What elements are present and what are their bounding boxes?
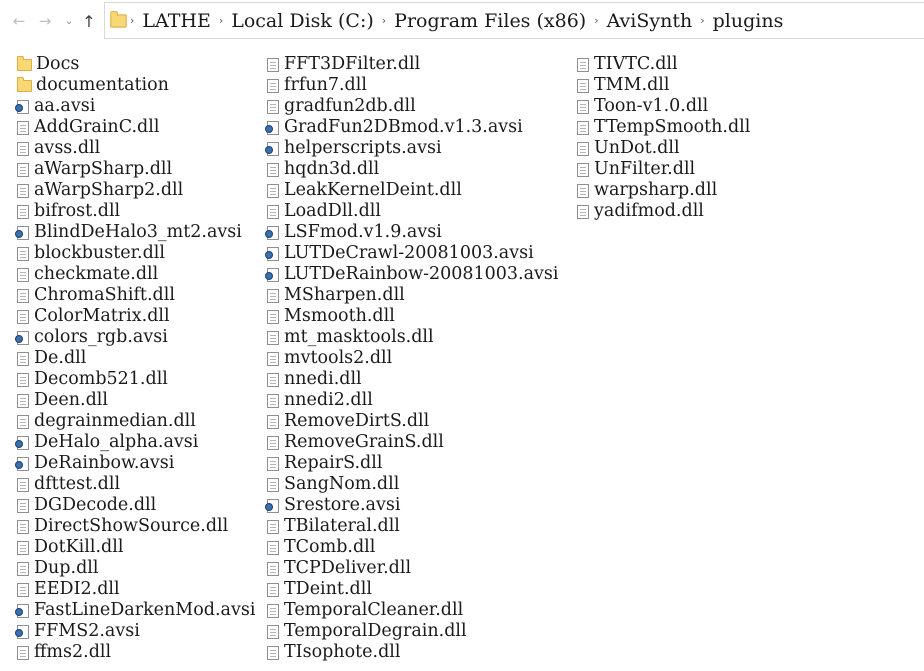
file-name: mt_masktools.dll — [284, 327, 434, 347]
dll-file-icon — [267, 289, 279, 303]
dll-file-icon — [17, 373, 29, 387]
file-name: TemporalCleaner.dll — [284, 600, 464, 620]
file-name: TMM.dll — [594, 75, 670, 95]
file-item[interactable] — [267, 159, 559, 180]
file-name: DGDecode.dll — [34, 495, 157, 515]
file-item[interactable] — [577, 159, 750, 180]
file-name: bifrost.dll — [34, 201, 121, 221]
breadcrumb-separator-icon[interactable]: › — [594, 14, 599, 27]
chevron-down-icon: ⌄ — [64, 15, 74, 27]
file-item[interactable] — [267, 495, 559, 516]
file-item[interactable] — [17, 138, 255, 159]
file-name: yadifmod.dll — [594, 201, 704, 221]
file-item[interactable] — [17, 579, 255, 600]
breadcrumb-separator-icon[interactable]: › — [381, 14, 387, 27]
breadcrumb[interactable] — [104, 2, 924, 39]
file-list — [0, 54, 924, 671]
file-item[interactable] — [267, 243, 559, 264]
file-item[interactable] — [267, 621, 559, 642]
file-item[interactable] — [577, 201, 750, 222]
file-name: FFMS2.avsi — [34, 621, 140, 641]
file-item[interactable] — [267, 411, 559, 432]
breadcrumb-plugins[interactable]: plugins — [712, 9, 784, 32]
file-name: DeRainbow.avsi — [34, 453, 175, 473]
file-item[interactable] — [17, 600, 255, 621]
folder-icon — [17, 59, 32, 71]
recent-locations-button[interactable] — [58, 8, 80, 34]
dll-file-icon — [17, 415, 29, 429]
file-item[interactable] — [17, 516, 255, 537]
file-name: LUTDeCrawl-20081003.avsi — [284, 243, 534, 263]
up-button[interactable] — [78, 8, 100, 34]
file-item[interactable] — [267, 180, 559, 201]
file-name: SangNom.dll — [284, 474, 400, 494]
file-name: LoadDll.dll — [284, 201, 381, 221]
dll-file-icon — [267, 520, 279, 534]
dll-file-icon — [267, 625, 279, 639]
dll-file-icon — [267, 373, 279, 387]
file-item[interactable] — [17, 306, 255, 327]
dll-file-icon — [17, 289, 29, 303]
file-item[interactable] — [267, 306, 559, 327]
dll-file-icon — [267, 79, 279, 93]
file-item[interactable] — [17, 432, 255, 453]
file-item[interactable] — [267, 432, 559, 453]
file-item[interactable] — [267, 537, 559, 558]
file-item[interactable] — [577, 96, 750, 117]
breadcrumb-separator-icon[interactable]: › — [130, 14, 135, 27]
file-item[interactable] — [267, 96, 559, 117]
file-name: LUTDeRainbow-20081003.avsi — [284, 264, 559, 284]
file-item[interactable] — [267, 516, 559, 537]
file-name: ffms2.dll — [34, 642, 112, 662]
folder-icon — [110, 14, 127, 27]
dll-file-icon — [267, 478, 279, 492]
file-column-2 — [267, 54, 559, 663]
dll-file-icon — [267, 436, 279, 450]
breadcrumb-avisynth[interactable]: AviSynth — [606, 9, 693, 32]
avisynth-script-icon — [17, 436, 29, 450]
file-item[interactable] — [17, 96, 255, 117]
file-name: TemporalDegrain.dll — [284, 621, 467, 641]
file-name: AddGrainC.dll — [34, 117, 160, 137]
dll-file-icon — [17, 247, 29, 261]
dll-file-icon — [17, 520, 29, 534]
file-item[interactable] — [17, 285, 255, 306]
file-name: Srestore.avsi — [284, 495, 401, 515]
dll-file-icon — [267, 646, 279, 660]
file-item[interactable] — [577, 138, 750, 159]
avisynth-script-icon — [17, 226, 29, 240]
file-item[interactable] — [267, 285, 559, 306]
breadcrumb-program-files[interactable]: Program Files (x86) — [394, 9, 587, 32]
file-item[interactable] — [267, 117, 559, 138]
file-name: DotKill.dll — [34, 537, 124, 557]
dll-file-icon — [267, 163, 279, 177]
file-item[interactable] — [267, 390, 559, 411]
dll-file-icon — [267, 394, 279, 408]
dll-file-icon — [577, 163, 589, 177]
file-name: RemoveGrainS.dll — [284, 432, 444, 452]
file-item[interactable] — [267, 348, 559, 369]
file-name: aWarpSharp.dll — [34, 159, 173, 179]
file-name: nnedi2.dll — [284, 390, 373, 410]
dll-file-icon — [17, 499, 29, 513]
dll-file-icon — [17, 478, 29, 492]
file-item[interactable] — [577, 180, 750, 201]
file-item[interactable] — [267, 327, 559, 348]
file-name: aWarpSharp2.dll — [34, 180, 184, 200]
file-name: MSharpen.dll — [284, 285, 405, 305]
file-column-1 — [17, 54, 255, 663]
file-name: blockbuster.dll — [34, 243, 165, 263]
dll-file-icon — [267, 331, 279, 345]
file-name: Toon-v1.0.dll — [594, 96, 709, 116]
file-item[interactable] — [17, 117, 255, 138]
dll-file-icon — [17, 142, 29, 156]
folder-item[interactable] — [17, 75, 255, 96]
dll-file-icon — [577, 184, 589, 198]
file-item[interactable] — [17, 621, 255, 642]
file-item[interactable] — [17, 474, 255, 495]
avisynth-script-icon — [267, 268, 279, 282]
file-item[interactable] — [17, 264, 255, 285]
file-item[interactable] — [17, 369, 255, 390]
file-name: FastLineDarkenMod.avsi — [34, 600, 256, 620]
avisynth-script-icon — [267, 121, 279, 135]
file-item[interactable] — [267, 579, 559, 600]
dll-file-icon — [267, 457, 279, 471]
dll-file-icon — [17, 310, 29, 324]
file-name: UnFilter.dll — [594, 159, 696, 179]
dll-file-icon — [267, 58, 279, 72]
file-name: helperscripts.avsi — [284, 138, 442, 158]
file-item[interactable] — [17, 558, 255, 579]
file-item[interactable] — [267, 642, 559, 663]
dll-file-icon — [17, 541, 29, 555]
file-item[interactable] — [17, 537, 255, 558]
file-name: TDeint.dll — [284, 579, 372, 599]
file-name: RepairS.dll — [284, 453, 383, 473]
file-name: ChromaShift.dll — [34, 285, 175, 305]
breadcrumb-lathe[interactable]: LATHE — [142, 9, 211, 32]
file-item[interactable] — [267, 264, 559, 285]
file-name: checkmate.dll — [34, 264, 159, 284]
file-item[interactable] — [577, 75, 750, 96]
file-name: gradfun2db.dll — [284, 96, 416, 116]
file-name: TComb.dll — [284, 537, 376, 557]
file-item[interactable] — [17, 159, 255, 180]
avisynth-script-icon — [17, 604, 29, 618]
dll-file-icon — [267, 583, 279, 597]
dll-file-icon — [17, 583, 29, 597]
dll-file-icon — [267, 562, 279, 576]
dll-file-icon — [267, 352, 279, 366]
dll-file-icon — [17, 562, 29, 576]
file-name: LSFmod.v1.9.avsi — [284, 222, 442, 242]
file-item[interactable] — [267, 369, 559, 390]
file-name: dfttest.dll — [34, 474, 121, 494]
file-name: Decomb521.dll — [34, 369, 168, 389]
file-name: ColorMatrix.dll — [34, 306, 170, 326]
file-name: EEDI2.dll — [34, 579, 120, 599]
avisynth-script-icon — [17, 331, 29, 345]
file-name: LeakKernelDeint.dll — [284, 180, 462, 200]
file-name: RemoveDirtS.dll — [284, 411, 430, 431]
file-item[interactable] — [267, 474, 559, 495]
file-name: DirectShowSource.dll — [34, 516, 229, 536]
breadcrumb-separator-icon[interactable]: › — [218, 14, 224, 27]
file-name: BlindDeHalo3_mt2.avsi — [34, 222, 242, 242]
dll-file-icon — [577, 205, 589, 219]
file-item[interactable] — [17, 642, 255, 663]
file-name: UnDot.dll — [594, 138, 680, 158]
file-item[interactable] — [17, 222, 255, 243]
dll-file-icon — [267, 100, 279, 114]
file-name: De.dll — [34, 348, 87, 368]
dll-file-icon — [577, 79, 589, 93]
file-name: mvtools2.dll — [284, 348, 393, 368]
file-name: aa.avsi — [34, 96, 96, 116]
file-item[interactable] — [267, 453, 559, 474]
file-item[interactable] — [577, 54, 750, 75]
dll-file-icon — [267, 541, 279, 555]
file-item[interactable] — [267, 558, 559, 579]
file-name: colors_rgb.avsi — [34, 327, 168, 347]
file-item[interactable] — [267, 222, 559, 243]
dll-file-icon — [577, 58, 589, 72]
file-item[interactable] — [577, 117, 750, 138]
file-name: documentation — [36, 75, 169, 95]
file-name: degrainmedian.dll — [34, 411, 196, 431]
forward-arrow-icon: → — [38, 12, 52, 30]
file-item[interactable] — [17, 453, 255, 474]
file-column-3 — [577, 54, 750, 222]
avisynth-script-icon — [267, 499, 279, 513]
dll-file-icon — [17, 121, 29, 135]
file-item[interactable] — [17, 411, 255, 432]
file-name: avss.dll — [34, 138, 101, 158]
avisynth-script-icon — [17, 625, 29, 639]
file-item[interactable] — [267, 75, 559, 96]
file-name: TIVTC.dll — [594, 54, 678, 74]
file-item[interactable] — [17, 390, 255, 411]
folder-item[interactable] — [17, 54, 255, 75]
file-item[interactable] — [17, 180, 255, 201]
dll-file-icon — [267, 310, 279, 324]
dll-file-icon — [17, 205, 29, 219]
file-name: FFT3DFilter.dll — [284, 54, 421, 74]
dll-file-icon — [267, 205, 279, 219]
file-item[interactable] — [267, 54, 559, 75]
file-item[interactable] — [17, 243, 255, 264]
file-name: TCPDeliver.dll — [284, 558, 412, 578]
dll-file-icon — [267, 184, 279, 198]
file-name: Msmooth.dll — [284, 306, 395, 326]
dll-file-icon — [17, 184, 29, 198]
file-item[interactable] — [17, 327, 255, 348]
back-button[interactable] — [8, 8, 30, 34]
file-name: TTempSmooth.dll — [594, 117, 751, 137]
file-item[interactable] — [17, 201, 255, 222]
dll-file-icon — [17, 646, 29, 660]
dll-file-icon — [577, 142, 589, 156]
dll-file-icon — [17, 352, 29, 366]
dll-file-icon — [577, 100, 589, 114]
file-name: hqdn3d.dll — [284, 159, 380, 179]
file-name: Docs — [36, 54, 80, 74]
file-name: Deen.dll — [34, 390, 108, 410]
dll-file-icon — [577, 121, 589, 135]
file-name: frfun7.dll — [284, 75, 367, 95]
up-arrow-icon: ↑ — [82, 11, 96, 31]
dll-file-icon — [17, 163, 29, 177]
avisynth-script-icon — [17, 457, 29, 471]
dll-file-icon — [17, 394, 29, 408]
file-name: warpsharp.dll — [594, 180, 718, 200]
file-item[interactable] — [267, 138, 559, 159]
address-bar — [0, 0, 924, 42]
avisynth-script-icon — [267, 142, 279, 156]
breadcrumb-separator-icon[interactable]: › — [700, 14, 705, 27]
file-item[interactable] — [267, 600, 559, 621]
folder-icon — [17, 80, 32, 92]
file-item[interactable] — [267, 201, 559, 222]
file-name: GradFun2DBmod.v1.3.avsi — [284, 117, 523, 137]
dll-file-icon — [267, 415, 279, 429]
file-name: DeHalo_alpha.avsi — [34, 432, 199, 452]
back-arrow-icon: ← — [12, 12, 26, 30]
file-name: TIsophote.dll — [284, 642, 401, 662]
dll-file-icon — [17, 268, 29, 282]
avisynth-script-icon — [267, 247, 279, 261]
file-name: Dup.dll — [34, 558, 99, 578]
dll-file-icon — [267, 604, 279, 618]
file-item[interactable] — [17, 348, 255, 369]
avisynth-script-icon — [267, 226, 279, 240]
file-name: TBilateral.dll — [284, 516, 400, 536]
breadcrumb-local-disk[interactable]: Local Disk (C:) — [231, 9, 374, 32]
forward-button[interactable] — [34, 8, 56, 34]
avisynth-script-icon — [17, 100, 29, 114]
file-item[interactable] — [17, 495, 255, 516]
file-name: nnedi.dll — [284, 369, 362, 389]
